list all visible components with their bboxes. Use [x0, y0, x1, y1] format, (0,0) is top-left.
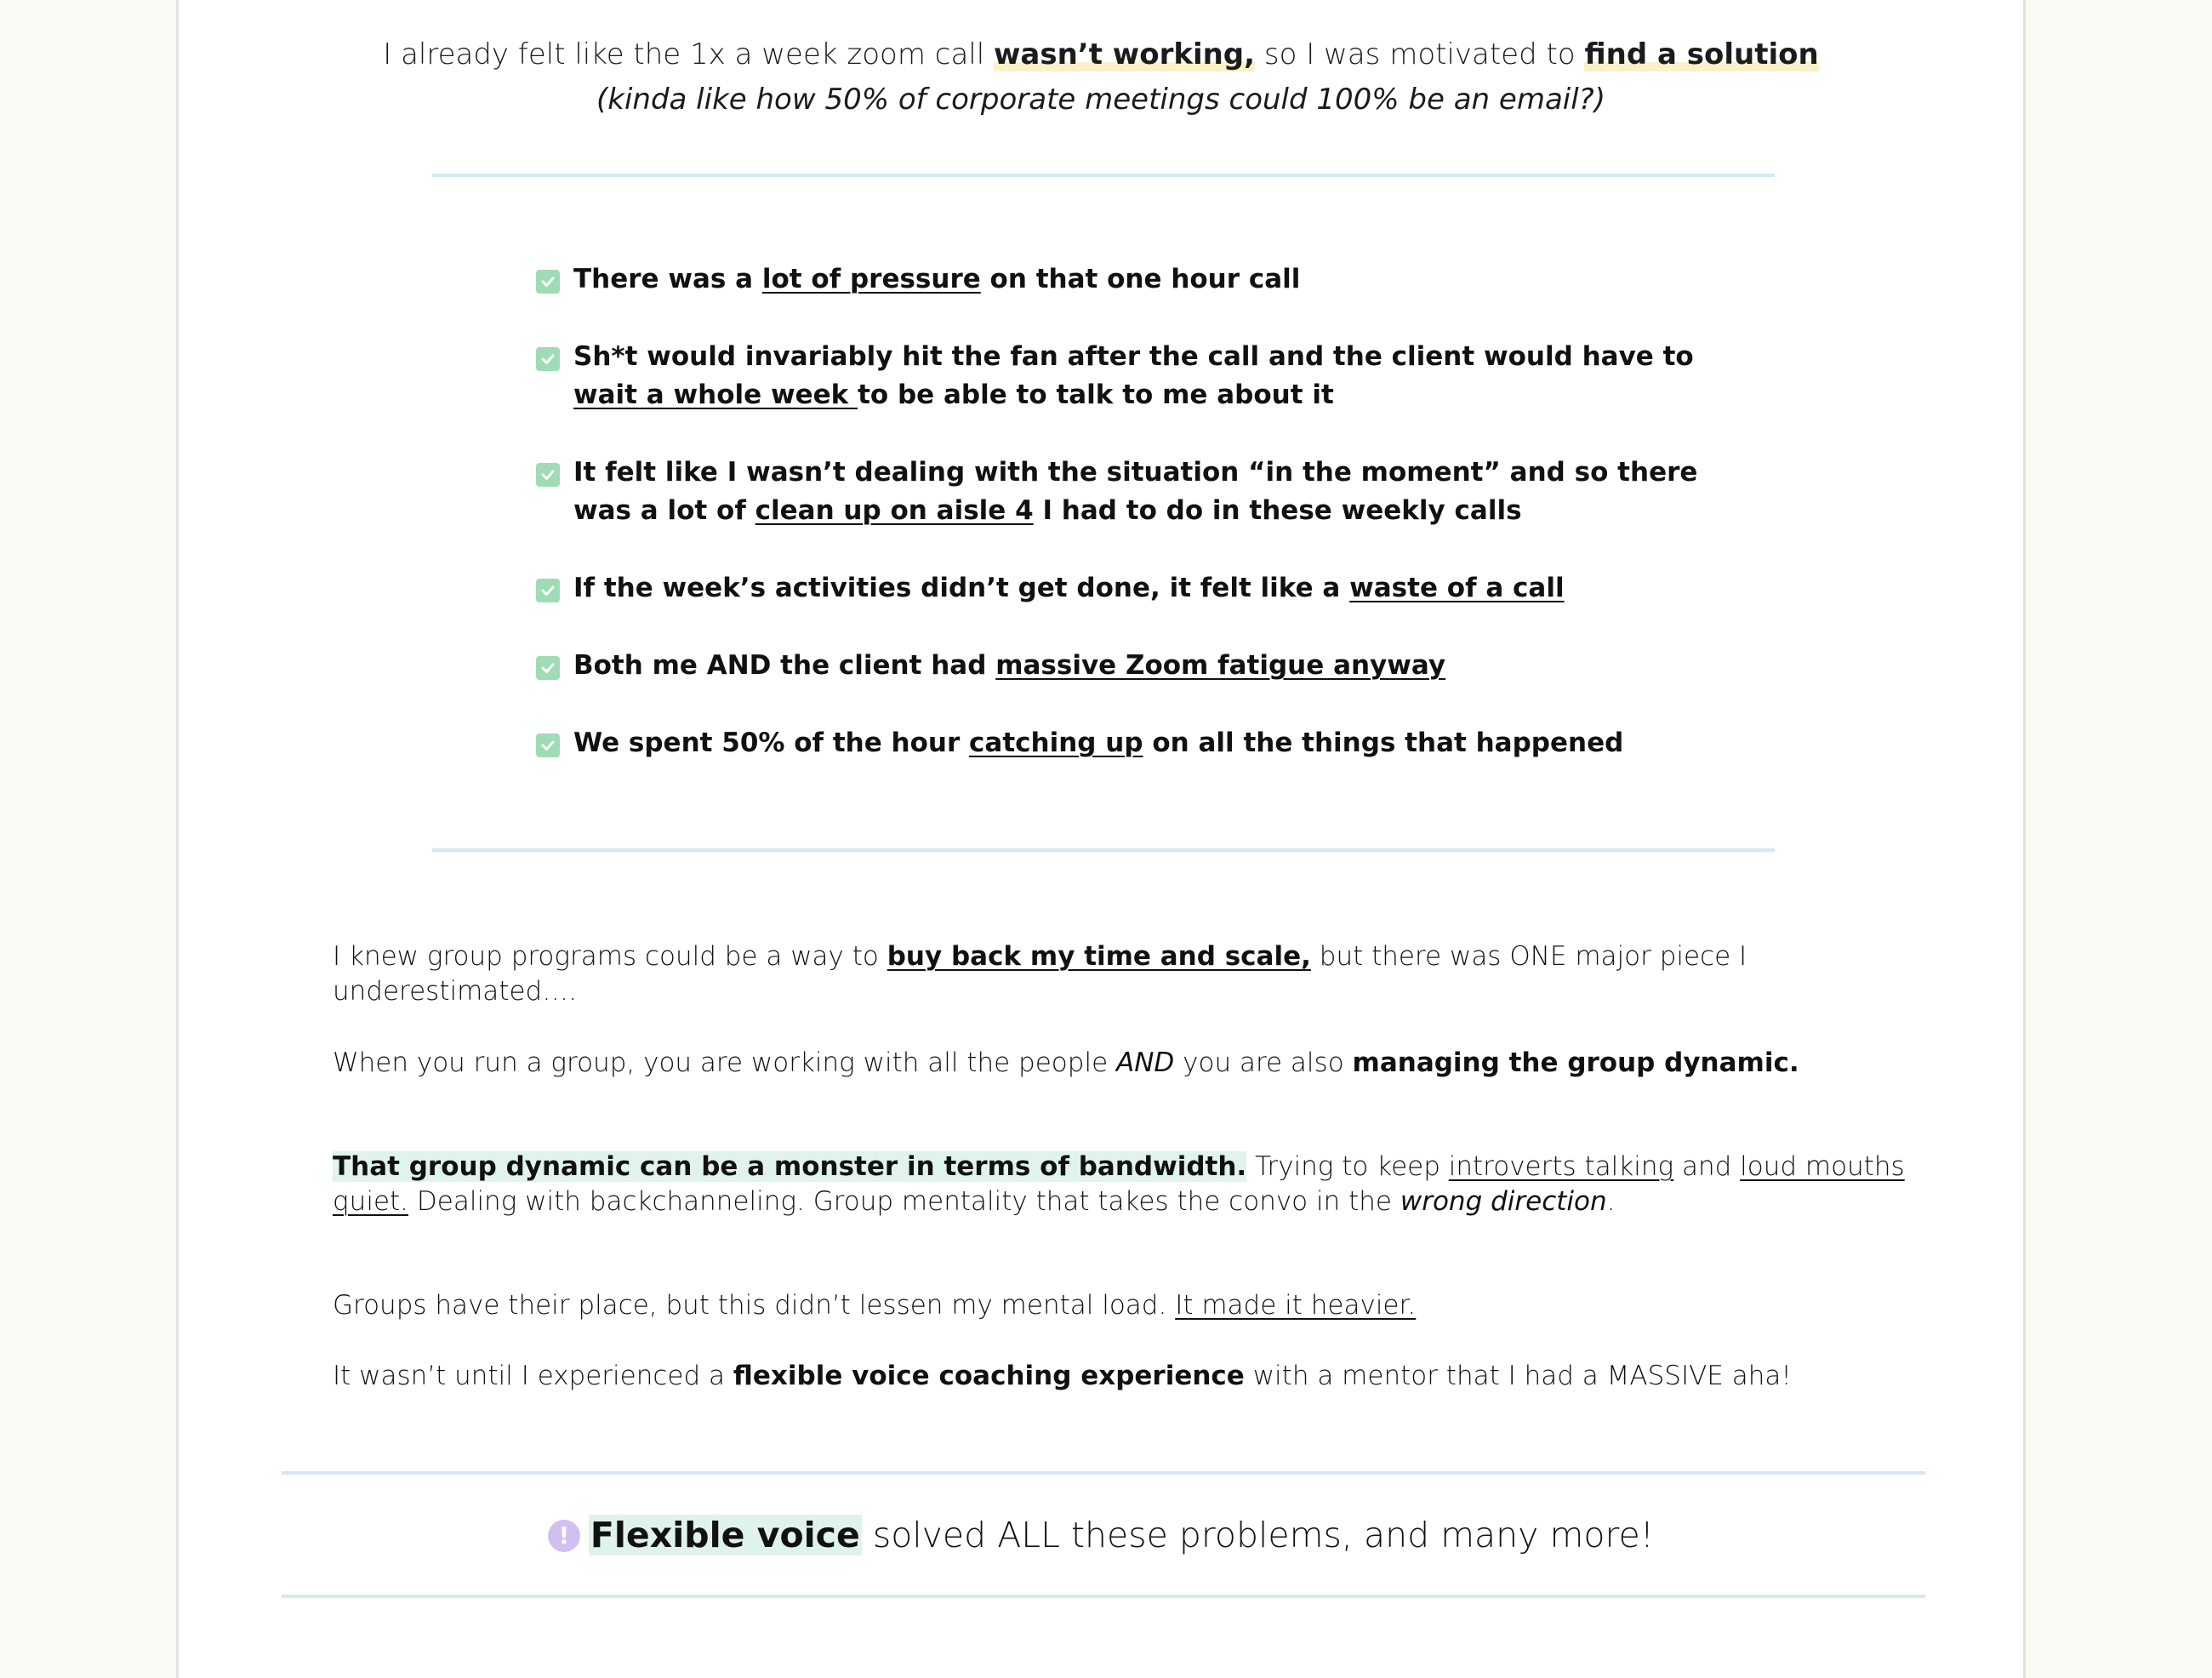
divider-callout-bottom [282, 1595, 1925, 1598]
paragraph-aha [333, 1359, 1932, 1394]
intro-italic: (kinda like how 50% of corporate meetings could 100% be an email?) [596, 83, 1605, 117]
p3-underline-1: introverts talking [1448, 1151, 1674, 1182]
p2-bold: managing the group dynamic. [1352, 1047, 1799, 1078]
item-text-pre: It felt like I wasn’t dealing with the situation “in the moment” and so there was a lot of [573, 457, 1698, 526]
p5-text-1: It wasn’t until I experienced a [333, 1361, 733, 1391]
item-emphasis: massive Zoom fatigue anyway [995, 650, 1446, 681]
p1-text-2: but there was ONE major piece I underestimated…. [333, 941, 1747, 1007]
p5-bold: flexible voice coaching experience [733, 1361, 1245, 1391]
p3-underline-2: loud mouths quiet. [333, 1151, 1905, 1217]
list-item [536, 454, 1710, 530]
p1-emphasis: buy back my time and scale, [887, 941, 1311, 972]
divider-callout-top [282, 1471, 1925, 1475]
item-emphasis: waste of a call [1349, 573, 1565, 603]
p3-text-1: Trying to keep [1246, 1151, 1449, 1182]
list-item [536, 338, 1710, 414]
p2-italic: AND [1116, 1047, 1175, 1078]
content-page [176, 0, 2026, 1678]
pain-points-list [536, 260, 1710, 802]
paragraph-bandwidth [333, 1150, 1932, 1219]
intro-text-1: I already felt like the 1x a week zoom call [383, 37, 994, 71]
p3-text-3: Dealing with backchanneling. Group mentality that takes the convo in the [408, 1186, 1400, 1217]
list-item [536, 647, 1710, 685]
intro-text-2: so I was motivated to [1255, 37, 1585, 71]
checkbox-checked-icon [536, 579, 560, 602]
intro-paragraph [179, 32, 2023, 123]
p3-italic: wrong direction [1400, 1186, 1607, 1217]
checkbox-checked-icon [536, 656, 560, 680]
item-emphasis: catching up [969, 728, 1143, 758]
paragraph-group-programs [333, 939, 1932, 1009]
item-emphasis: clean up on aisle 4 [755, 495, 1034, 526]
item-text-post: on that one hour call [980, 264, 1301, 294]
item-text-pre: There was a [573, 264, 762, 294]
checkbox-checked-icon [536, 347, 560, 371]
item-text-post: on all the things that happened [1143, 728, 1624, 758]
checkbox-checked-icon [536, 463, 560, 487]
item-text-pre: Sh*t would invariably hit the fan after the call and the client would have to [573, 341, 1694, 372]
paragraph-group-dynamic [333, 1046, 1932, 1081]
p3-text-2: and [1673, 1151, 1741, 1182]
item-text-post: to be able to talk to me about it [858, 380, 1334, 410]
callout [179, 1511, 2023, 1559]
list-item [536, 260, 1710, 299]
list-item [536, 724, 1710, 762]
p2-text-1: When you run a group, you are working with all the people [333, 1047, 1116, 1078]
item-text-pre: Both me AND the client had [573, 650, 996, 681]
exclamation-icon: ! [548, 1520, 580, 1552]
callout-highlight: Flexible voice [590, 1515, 860, 1555]
p4-text-1: Groups have their place, but this didn’t lessen my mental load. [333, 1290, 1176, 1321]
list-item [536, 569, 1710, 608]
p3-highlight: That group dynamic can be a monster in terms of bandwidth. [333, 1151, 1247, 1182]
intro-highlight-2: find a solution [1584, 37, 1819, 71]
item-emphasis: lot of pressure [761, 264, 981, 294]
p4-underline: It made it heavier. [1175, 1290, 1417, 1321]
checkbox-checked-icon [536, 270, 560, 294]
intro-highlight-1: wasn’t working, [994, 37, 1256, 71]
item-text-pre: We spent 50% of the hour [573, 728, 970, 758]
item-emphasis: wait a whole week [573, 380, 858, 410]
callout-text: solved ALL these problems, and many more! [861, 1515, 1655, 1555]
p5-text-2: with a mentor that I had a MASSIVE aha! [1244, 1361, 1792, 1391]
p1-text-1: I knew group programs could be a way to [333, 941, 887, 972]
item-text-post: I had to do in these weekly calls [1033, 495, 1522, 526]
p3-text-4: . [1606, 1186, 1616, 1217]
paragraph-mental-load [333, 1288, 1932, 1323]
item-text-pre: If the week’s activities didn’t get done, it felt like a [573, 573, 1350, 603]
checkbox-checked-icon [536, 733, 560, 757]
divider-middle [432, 848, 1775, 852]
p2-text-2: you are also [1174, 1047, 1353, 1078]
divider-top [432, 174, 1775, 177]
